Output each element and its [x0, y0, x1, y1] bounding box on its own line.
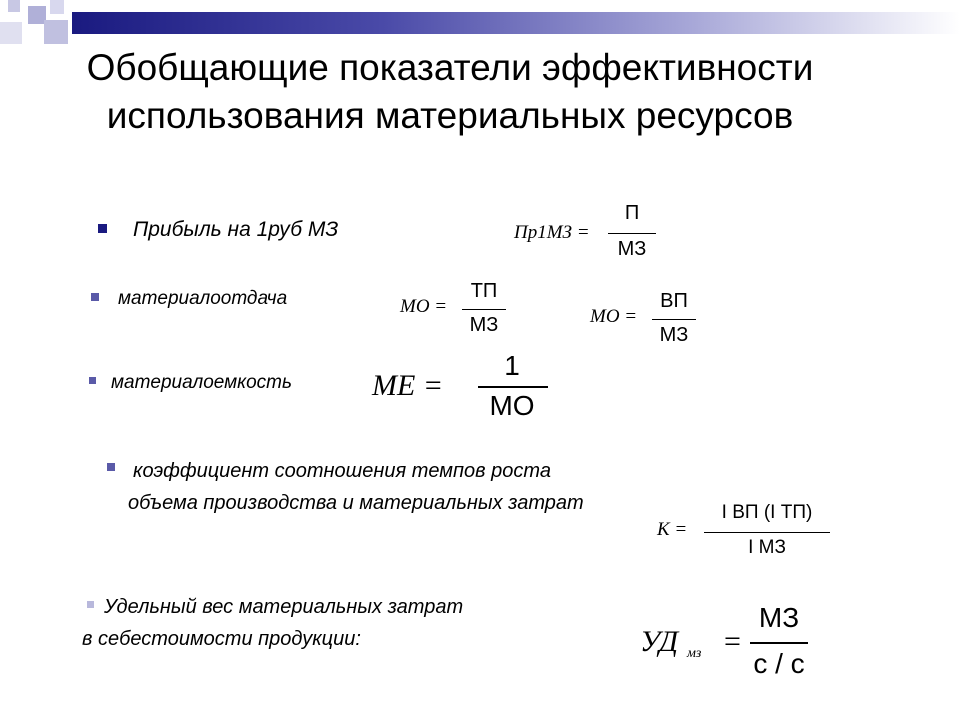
formula-ud-fraction: [748, 602, 810, 684]
bullet-icon: [87, 601, 94, 608]
bullet-icon: [107, 463, 115, 471]
fraction-denominator: I МЗ: [748, 537, 786, 558]
title-line-1: Обобщающие показатели эффективности: [86, 47, 814, 88]
formula-me-fraction: [474, 350, 550, 426]
item-label-material-intensity: материалоемкость: [111, 372, 292, 393]
formula-mo-tp-fraction: [460, 278, 508, 342]
item-label-share-line1: Удельный вес материальных затрат: [104, 596, 464, 618]
formula-profit-lhs: Пр1МЗ =: [514, 222, 590, 243]
fraction-numerator: ТП: [470, 280, 498, 302]
fraction-bar: [462, 309, 506, 310]
item-label-coefficient-line1: коэффициент соотношения темпов роста: [133, 460, 551, 482]
formula-ud-equals: =: [724, 625, 741, 658]
fraction-denominator: МЗ: [617, 238, 647, 260]
fraction-numerator: 1: [504, 350, 520, 381]
fraction-bar: [704, 532, 830, 533]
item-label-material-output: материалоотдача: [118, 288, 288, 309]
fraction-bar: [750, 642, 808, 644]
bullet-icon: [89, 377, 96, 384]
fraction-numerator: П: [624, 202, 640, 224]
formula-k-lhs: К =: [657, 519, 688, 540]
title-line-2: использования материальных ресурсов: [106, 95, 794, 136]
fraction-numerator: МЗ: [758, 602, 800, 633]
formula-k-fraction: [702, 500, 832, 566]
formula-ud-lhs: УД: [640, 625, 679, 658]
slide-title: [0, 44, 900, 140]
fraction-bar: [608, 233, 656, 234]
fraction-denominator: МЗ: [659, 324, 689, 346]
bullet-icon: [91, 293, 99, 301]
formula-mo-vp-fraction: [650, 288, 698, 352]
formula-mo-vp-lhs: МО =: [590, 306, 638, 327]
fraction-denominator: с / с: [753, 648, 805, 679]
fraction-numerator: I ВП (I ТП): [721, 502, 813, 523]
formula-ud-subscript: мз: [687, 646, 702, 661]
formula-profit-fraction: [606, 200, 658, 264]
item-label-profit: Прибыль на 1руб МЗ: [133, 218, 339, 241]
fraction-denominator: МЗ: [469, 314, 499, 336]
title-gradient-bar: [72, 12, 960, 34]
formula-mo-tp-lhs: МО =: [400, 296, 448, 317]
item-label-share-line2: в себестоимости продукции:: [82, 628, 361, 650]
fraction-numerator: ВП: [660, 290, 688, 312]
item-label-coefficient-line2: объема производства и материальных затрат: [128, 492, 584, 514]
formula-me-lhs: ME =: [372, 369, 444, 402]
fraction-denominator: MO: [489, 390, 535, 421]
fraction-bar: [478, 386, 548, 388]
fraction-bar: [652, 319, 696, 320]
bullet-icon: [98, 224, 107, 233]
